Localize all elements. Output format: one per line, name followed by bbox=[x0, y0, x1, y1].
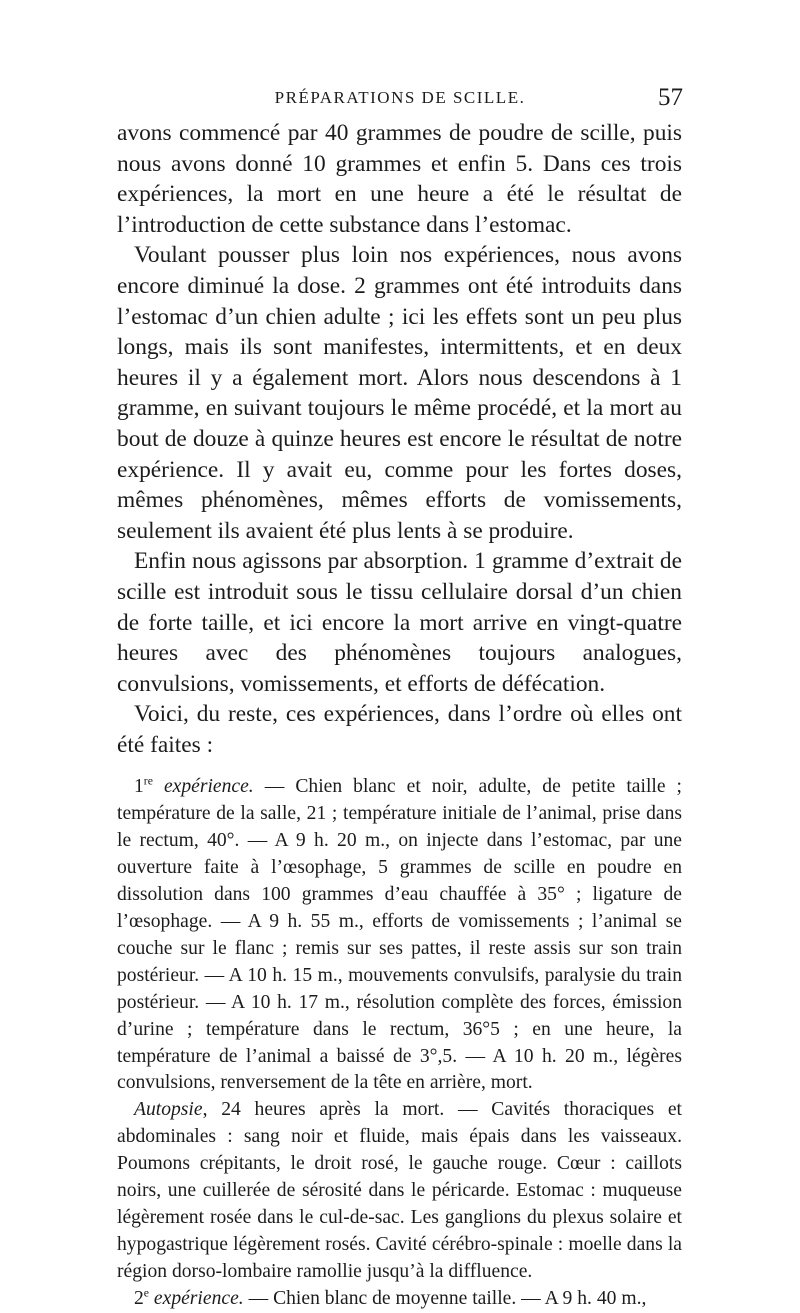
ordinal-suffix: re bbox=[143, 774, 153, 788]
paragraph-continuation: avons commencé par 40 grammes de poudre de scille, puis nous avons donné 10 grammes et enfin 5. Dans ces trois expériences, la mort en une heure a été le résultat de l’introduction de cette substance dans l’estomac. bbox=[117, 120, 682, 238]
experiment-text: — Chien blanc et noir, adulte, de petite taille ; température de la salle, 21 ; température initiale de l’animal, prise dans le rectum, 40°. — A 9 h. 20 m., on injecte dans l’estomac, par une ouverture faite à l’œsophage, 5 grammes de scille en poudre en dissolution dans 100 grammes d’eau chauffée à 35° ; ligature de l’œsophage. — A 9 h. 55 m., efforts de vomissements ; l’animal se couche sur le flanc ; remis sur ses pattes, il reste assis sur son train postérieur. — A 10 h. 15 m., mouvements convulsifs, paralysie du train postérieur. — A 10 h. 17 m., résolution complète des forces, émission d’urine ; température dans le rectum, 36°5 ; en une heure, la température de l’animal a baissé de 3°,5. — A 10 h. 20 m., légères convulsions, renversement de la tête en arrière, mort. bbox=[117, 776, 682, 1094]
body-text bbox=[117, 118, 682, 1313]
experiment-number: 2 bbox=[134, 1287, 144, 1309]
autopsy-text: , 24 heures après la mort. — Cavités thoraciques et abdominales : sang noir et fluide, mais épais dans les vaisseaux. Poumons crépitants, le droit rosé, le gauche rouge. Cœur : caillots noirs, une cuillerée de sérosité dans le péricarde. Estomac : muqueuse légèrement rosée dans le cul-de-sac. Les ganglions du plexus solaire et hypogastrique légèrement rosés. Cavité cérébro-spinale : moelle dans la région dorso-lombaire ramollie jusqu’à la diffluence. bbox=[117, 1099, 682, 1282]
experiment-2 bbox=[117, 1286, 682, 1313]
autopsy-1 bbox=[117, 1097, 682, 1285]
experiment-number: 1 bbox=[134, 776, 144, 798]
paragraph-absorption: Enfin nous agissons par absorption. 1 gramme d’extrait de scille est introduit sous le tissu cellulaire dorsal d’un chien de forte taille, et ici encore la mort arrive en vingt-quatre heures avec des phénomènes toujours analogues, convulsions, vomissements, et efforts de défécation. bbox=[117, 548, 682, 697]
experiment-text: — Chien blanc de moyenne taille. — A 9 h. 40 m., bbox=[243, 1287, 647, 1309]
running-title: PRÉPARATIONS DE SCILLE. bbox=[274, 88, 526, 107]
experiment-label: expérience. bbox=[153, 1287, 244, 1309]
page-number: 57 bbox=[658, 84, 683, 111]
page-header bbox=[115, 84, 685, 114]
paragraph-intro-experiments: Voici, du reste, ces expériences, dans l’ordre où elles ont été faites : bbox=[117, 701, 682, 758]
experiment-label: expérience. bbox=[163, 776, 254, 798]
autopsy-label: Autopsie bbox=[134, 1099, 203, 1121]
experiment-1 bbox=[117, 774, 682, 1097]
ordinal-suffix: e bbox=[143, 1286, 150, 1300]
paragraph-lower-doses: Voulant pousser plus loin nos expériences, nous avons encore diminué la dose. 2 grammes ont été introduits dans l’estomac d’un chien adulte ; ici les effets sont un peu plus longs, mais ils sont manifestes, intermittents, et en deux heures il y a également mort. Alors nous descendons à 1 gramme, en suivant toujours le même procédé, et la mort au bout de douze à quinze heures est encore le résultat de notre expérience. Il y avait eu, comme pour les fortes doses, mêmes phénomènes, mêmes efforts de vomissements, seulement ils avaient été plus lents à se produire. bbox=[117, 242, 682, 544]
